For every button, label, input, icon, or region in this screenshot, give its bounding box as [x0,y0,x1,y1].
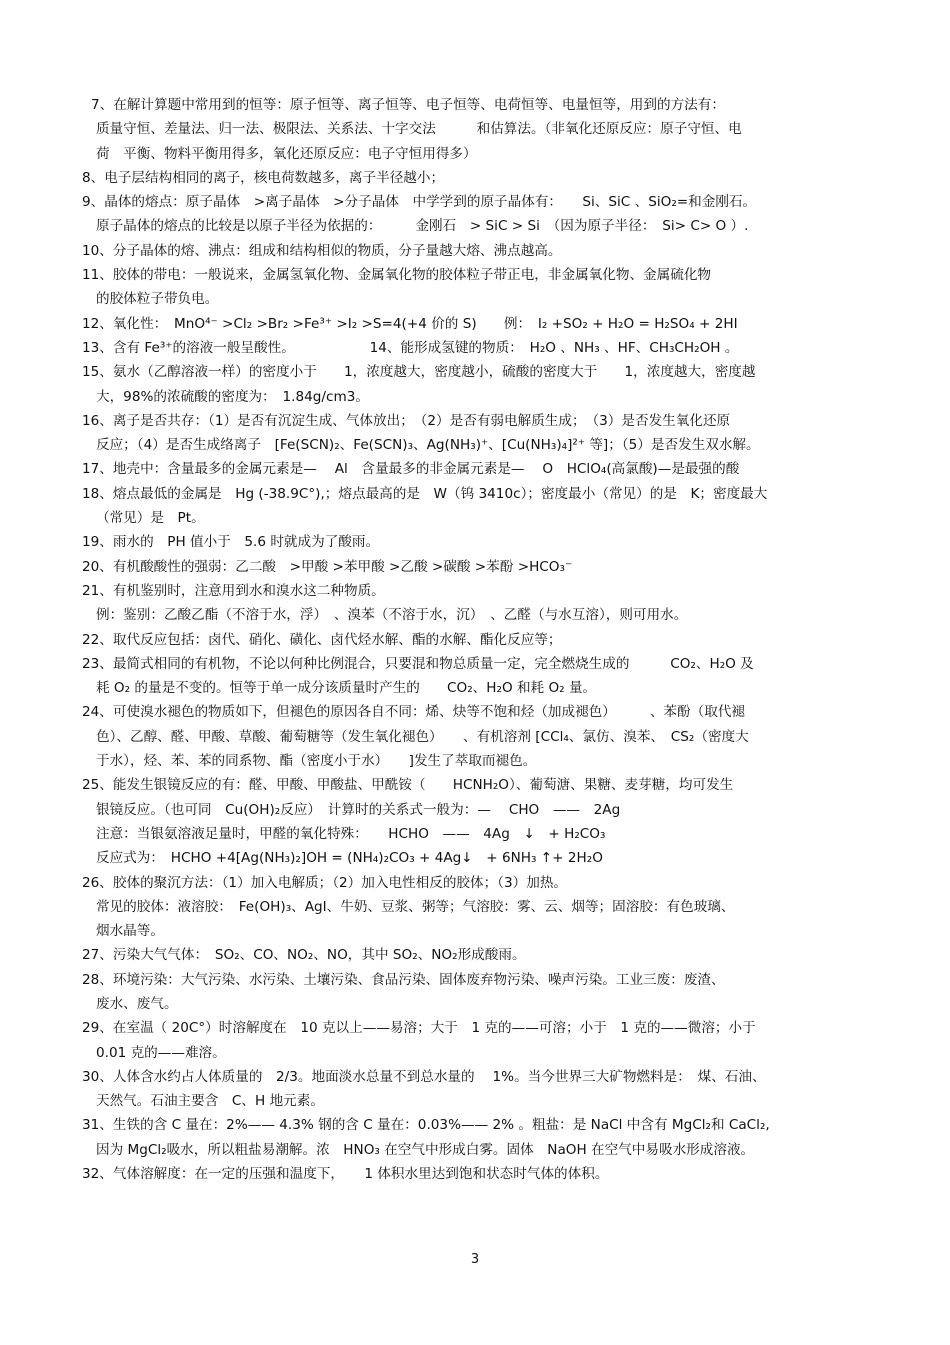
note-item-12 [82,312,872,336]
notes-list [82,93,872,1186]
note-continuation-line: 反应式为： HCHO +4[Ag(NH₃)₂]OH = (NH₄)₂CO₃ + 4Ag↓ + 6NH₃ ↑+ 2H₂O [96,850,603,867]
note-item-10 [82,239,872,263]
note-line: 19、雨水的 PH 值小于 5.6 时就成为了酸雨。 [82,534,380,551]
note-continuation-line: 注意：当银氨溶液足量时，甲醛的氧化特殊： HCHO —— 4Ag ↓ + H₂CO₃ [96,825,606,842]
note-item-11 [82,263,872,312]
note-item-8 [82,166,872,190]
note-item-27 [82,943,872,967]
page-number: 3 [470,1252,480,1267]
note-item-24 [82,700,872,773]
note-line: 16、离子是否共存：（1）是否有沉淀生成、气体放出； （2）是否有弱电解质生成； （3）是否发生氧化还原 [82,412,731,429]
note-item-28 [82,968,872,1017]
note-continuation-line: 荷 平衡、物料平衡用得多，氧化还原反应：电子守恒用得多） [96,145,477,162]
note-line: 17、地壳中：含量最多的金属元素是— Al 含量最多的非金属元素是— O HClO₄(高氯酸)—是最强的酸 [82,461,740,478]
note-item-32 [82,1162,872,1186]
note-continuation-line: 色）、乙醇、醛、甲酸、草酸、葡萄糖等（发生氧化褪色） 、有机溶剂 [CCl₄、氯仿、溴苯、 CS₂（密度大 [96,728,749,745]
note-continuation-line: 因为 MgCl₂吸水，所以粗盐易潮解。浓 HNO₃ 在空气中形成白雾。固体 NaOH 在空气中易吸水形成溶液。 [96,1141,755,1158]
note-item-16 [82,409,872,458]
note-continuation-line: 天然气。石油主要含 C、H 地元素。 [96,1093,324,1110]
note-item-26 [82,871,872,944]
note-line: 28、环境污染：大气污染、水污染、土壤污染、食品污染、固体废弃物污染、噪声污染。工业三废：废渣、 [82,971,725,988]
note-line: 26、胶体的聚沉方法：（1）加入电解质；（2）加入电性相反的胶体；（3）加热。 [82,874,568,891]
note-item-19 [82,530,872,554]
note-continuation-line: 废水、废气。 [96,995,178,1012]
note-item-20 [82,555,872,579]
note-continuation-line: （常见）是 Pt。 [96,510,205,527]
note-item-7 [82,93,872,166]
note-item-15 [82,360,872,409]
note-item-17 [82,457,872,481]
note-continuation-line: 反应；（4）是否生成络离子 [Fe(SCN)₂、Fe(SCN)₃、Ag(NH₃)⁺、[Cu(NH₃)₄]²⁺ 等]；（5）是否发生双水解。 [96,437,760,454]
note-continuation-line: 例：鉴别：乙酸乙酯（不溶于水，浮） 、溴苯（不溶于水，沉） 、乙醛（与水互溶），则可用水。 [96,607,688,624]
note-continuation-line: 银镜反应。（也可同 Cu(OH)₂反应） 计算时的关系式一般为：— CHO —— 2Ag [96,801,621,818]
note-item-13 [82,336,872,360]
note-item-22 [82,628,872,652]
note-line: 31、生铁的含 C 量在：2%—— 4.3% 钢的含 C 量在：0.03%—— 2% 。粗盐：是 NaCl 中含有 MgCl₂和 CaCl₂, [82,1117,770,1134]
note-item-9 [82,190,872,239]
note-continuation-line: 质量守恒、差量法、归一法、极限法、关系法、十字交法 和估算法。（非氧化还原反应：原子守恒、电 [96,121,742,138]
note-continuation-line: 的胶体粒子带负电。 [96,291,219,308]
note-line: 25、能发生银镜反应的有：醛、甲酸、甲酸盐、甲酰铵（ HCNH₂O）、葡萄溏、果糖、麦芽糖，均可发生 [82,777,734,794]
note-item-25 [82,773,872,870]
note-item-21 [82,579,872,628]
note-line: 27、污染大气气体： SO₂、CO、NO₂、NO，其中 SO₂、NO₂形成酸雨。 [82,947,526,964]
note-line: 9、晶体的熔点：原子晶体 >离子晶体 >分子晶体 中学学到的原子晶体有： Si、SiC 、SiO₂=和金刚石。 [82,194,757,211]
note-line: 20、有机酸酸性的强弱：乙二酸 >甲酸 >苯甲酸 >乙酸 >碳酸 >苯酚 >HCO₃⁻ [82,558,573,575]
note-continuation-line: 0.01 克的——难溶。 [96,1044,226,1061]
note-line: 18、熔点最低的金属是 Hg (-38.9C°),；熔点最高的是 W（钨 3410c）；密度最小（常见）的是 K；密度最大 [82,485,768,502]
note-line: 8、电子层结构相同的离子，核电荷数越多，离子半径越小； [82,169,445,186]
note-item-30 [82,1065,872,1114]
note-line: 29、在室温（ 20C°）时溶解度在 10 克以上——易溶；大于 1 克的——可溶；小于 1 克的——微溶；小于 [82,1020,756,1037]
note-continuation-line: 大，98%的浓硫酸的密度为： 1.84g/cm3。 [96,388,369,405]
note-line: 10、分子晶体的熔、沸点：组成和结构相似的物质，分子量越大熔、沸点越高。 [82,242,562,259]
note-continuation-line: 常见的胶体：液溶胶： Fe(OH)₃、AgI、牛奶、豆浆、粥等；气溶胶：雾、云、烟等；固溶胶：有色玻璃、 [96,898,735,915]
note-line: 22、取代反应包括：卤代、硝化、磺化、卤代烃水解、酯的水解、酯化反应等； [82,631,562,648]
note-line: 30、人体含水约占人体质量的 2/3。地面淡水总量不到总水量的 1%。当今世界三大矿物燃料是： 煤、石油、 [82,1068,766,1085]
note-line: 12、氧化性： MnO⁴⁻ >Cl₂ >Br₂ >Fe³⁺ >I₂ >S=4(+4 价的 S) 例： I₂ +SO₂ + H₂O = H₂SO₄ + 2HI [82,315,738,332]
note-line: 7、在解计算题中常用到的恒等：原子恒等、离子恒等、电子恒等、电荷恒等、电量恒等，用到的方法有： [91,97,725,113]
note-continuation-line: 耗 O₂ 的量是不变的。恒等于单一成分该质量时产生的 CO₂、H₂O 和耗 O₂ 量。 [96,680,597,697]
note-line: 21、有机鉴别时，注意用到水和溴水这二种物质。 [82,582,385,599]
note-line: 11、胶体的带电：一般说来，金属氢氧化物、金属氧化物的胶体粒子带正电，非金属氧化物、金属硫化物 [82,267,712,284]
note-item-18 [82,482,872,531]
note-line: 24、可使溴水褪色的物质如下，但褪色的原因各自不同：烯、炔等不饱和烃（加成褪色） 、苯酚（取代褪 [82,704,745,721]
note-continuation-line: 烟水晶等。 [96,923,164,940]
note-line: 23、最简式相同的有机物，不论以何种比例混合，只要混和物总质量一定，完全燃烧生成的 CO₂、H₂O 及 [82,655,754,672]
note-continuation-line: 于水），烃、苯、苯的同系物、酯（密度小于水） ]发生了萃取而褪色。 [96,753,537,770]
note-line: 32、气体溶解度：在一定的压强和温度下， 1 体积水里达到饱和状态时气体的体积。 [82,1166,609,1183]
note-line: 13、含有 Fe³⁺的溶液一般呈酸性。 14、能形成氢键的物质： H₂O 、NH₃ 、HF、CH₃CH₂OH 。 [82,339,739,356]
note-item-23 [82,652,872,701]
note-line: 15、氨水（乙醇溶液一样）的密度小于 1，浓度越大，密度越小，硫酸的密度大于 1，浓度越大，密度越 [82,364,756,381]
note-continuation-line: 原子晶体的熔点的比较是以原子半径为依据的： 金刚石 > SiC > Si （因为原子半径： Si> C> O ）. [96,218,749,235]
note-item-31 [82,1113,872,1162]
note-item-29 [82,1016,872,1065]
